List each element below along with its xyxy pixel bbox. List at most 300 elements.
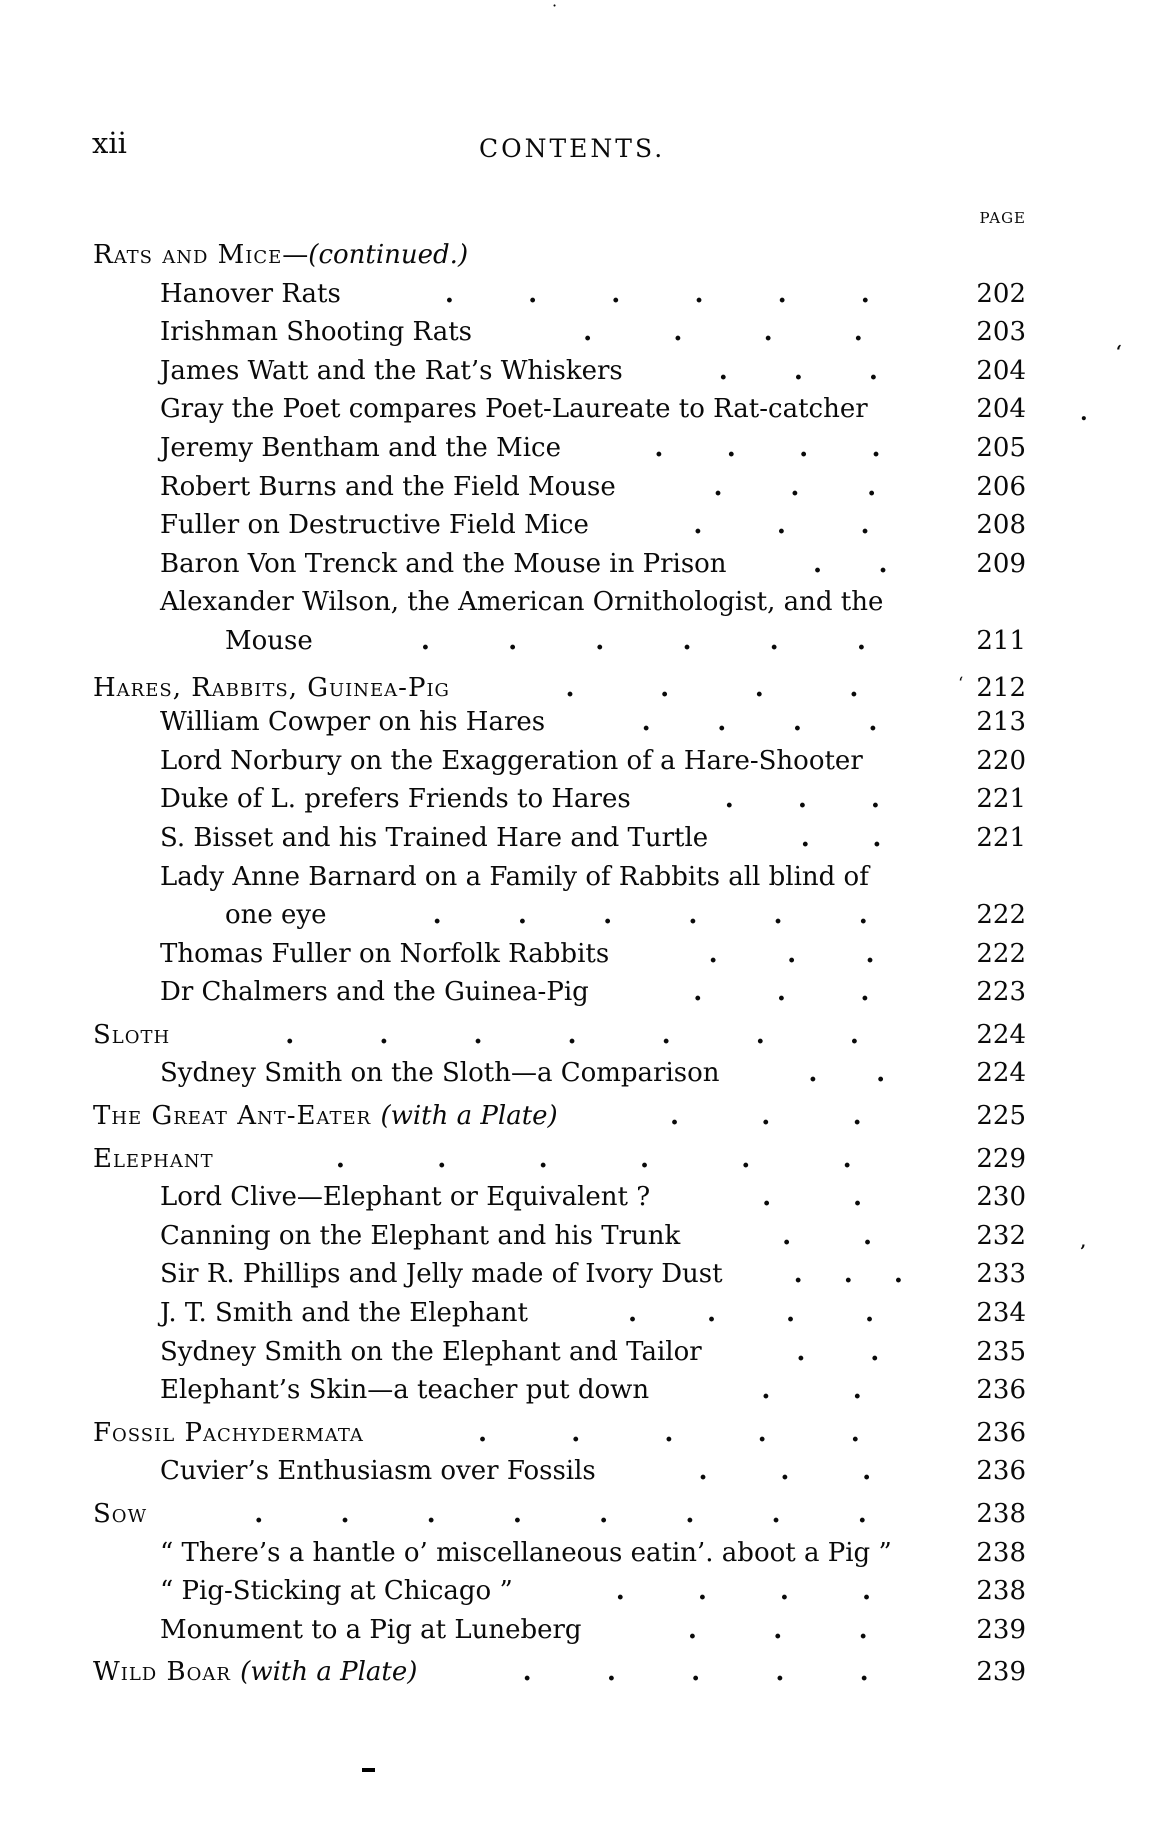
entry-page-number: 236 <box>976 1375 1026 1406</box>
entry-title <box>160 390 868 429</box>
leader-dot: . <box>779 1576 789 1607</box>
leader-dot: . <box>473 1019 483 1050</box>
page-prefix-mark: ‘ <box>957 673 964 694</box>
leader-dot: . <box>864 1298 874 1329</box>
toc-entry-row <box>93 1255 1026 1294</box>
leader-dot: . <box>599 1499 609 1529</box>
leader-dot: . <box>522 1657 532 1688</box>
dot-leader <box>502 313 944 352</box>
entry-title-smallcaps: Sloth <box>93 1019 171 1050</box>
dot-leader <box>480 669 944 708</box>
entry-title <box>160 1294 528 1333</box>
entry-title <box>160 1255 723 1294</box>
leader-dot: . <box>793 355 803 386</box>
entry-page-cell <box>958 1452 1026 1491</box>
leader-dot: . <box>853 317 863 348</box>
dot-leader <box>710 1217 944 1256</box>
leader-dot: . <box>615 1576 625 1607</box>
entry-title-smallcaps: Wild Boar <box>93 1657 241 1688</box>
dot-leader <box>639 935 944 974</box>
leader-dot: . <box>654 432 664 463</box>
entry-page-cell <box>958 1495 1026 1534</box>
leader-dot: . <box>853 1182 863 1213</box>
leader-dot: . <box>860 510 870 541</box>
entry-page-cell <box>958 1294 1026 1333</box>
leader-dot: . <box>876 1058 886 1089</box>
toc-entry-row <box>93 275 1026 314</box>
entry-page-cell <box>958 703 1026 742</box>
leader-dot: . <box>842 1143 852 1174</box>
entry-page-number: 236 <box>976 1456 1026 1487</box>
leader-dot: . <box>478 1417 488 1448</box>
leader-dot: . <box>379 1019 389 1050</box>
toc-entry-row <box>93 1178 1026 1217</box>
scan-speck-right-tick: ‘ <box>1116 342 1122 362</box>
entry-page-number: 236 <box>976 1417 1026 1448</box>
toc-entry-row <box>93 313 1026 352</box>
toc-entry-row <box>93 1534 1026 1573</box>
entry-page-cell <box>958 742 1026 781</box>
entry-title-text: Mouse <box>225 625 313 656</box>
toc-entry-row <box>93 622 1026 661</box>
leader-dot: . <box>757 1417 767 1448</box>
leader-dot: . <box>661 1019 671 1050</box>
leader-dot: . <box>773 1614 783 1645</box>
entry-title <box>225 622 313 661</box>
entry-title-smallcaps: Rats and Mice <box>93 240 283 270</box>
leader-dot: . <box>872 822 882 853</box>
dot-leader <box>177 1495 944 1534</box>
leader-dot: . <box>528 278 538 309</box>
leader-dot: . <box>773 900 783 931</box>
toc-entry-row <box>93 583 1026 622</box>
dot-leader <box>447 1653 944 1692</box>
entry-title <box>160 545 727 584</box>
entry-page-cell <box>958 935 1026 974</box>
dot-leader <box>680 1178 944 1217</box>
toc-entry-row <box>93 390 1026 429</box>
entry-page-cell <box>958 1178 1026 1217</box>
entry-title <box>160 468 616 507</box>
toc-entry-row <box>93 1333 1026 1372</box>
leader-dot: . <box>583 317 593 348</box>
entry-page-cell <box>958 275 1026 314</box>
leader-dot: . <box>726 432 736 463</box>
entry-page-cell <box>958 896 1026 935</box>
leader-dot: . <box>776 510 786 541</box>
leader-dot: . <box>799 432 809 463</box>
entry-title-text: Canning on the Elephant and his Trunk <box>160 1220 681 1251</box>
entry-title <box>160 1452 596 1491</box>
entry-page-number: 238 <box>976 1576 1026 1607</box>
entry-title <box>225 896 327 935</box>
entry-title-text: S. Bisset and his Trained Hare and Turtle <box>160 822 709 853</box>
entry-page-cell <box>958 352 1026 391</box>
leader-dot: . <box>859 1657 869 1688</box>
leader-dot: . <box>860 977 870 1008</box>
leader-dot: . <box>754 672 764 703</box>
leader-dot: . <box>437 1143 447 1174</box>
entry-title <box>160 858 869 897</box>
leader-dot: . <box>627 1298 637 1329</box>
entry-page-number: 239 <box>976 1657 1026 1688</box>
toc-section-row <box>93 1414 1026 1453</box>
entry-title <box>160 1178 650 1217</box>
entry-title-text: Hanover Rats <box>160 278 341 309</box>
leader-dot: . <box>780 1456 790 1487</box>
leader-dot: . <box>843 1259 853 1290</box>
entry-page-cell <box>958 1016 1026 1055</box>
toc-section-row <box>93 665 1026 704</box>
entry-page-number: 222 <box>976 938 1026 969</box>
leader-dot: . <box>691 1657 701 1688</box>
entry-title-text: one eye <box>225 900 327 931</box>
leader-dot: . <box>771 1499 781 1529</box>
leader-dot: . <box>641 707 651 738</box>
leader-dot: . <box>867 471 877 502</box>
entry-page-number: 235 <box>976 1336 1026 1367</box>
leader-dot: . <box>285 1019 295 1050</box>
entry-page-cell <box>958 1611 1026 1650</box>
entry-title-text: Sir R. Phillips and Jelly made of Ivory Dust <box>160 1259 723 1290</box>
leader-dot: . <box>688 900 698 931</box>
leader-dot: . <box>862 1456 872 1487</box>
leader-dot: . <box>808 1058 818 1089</box>
dot-leader <box>394 1414 944 1453</box>
leader-dot: . <box>776 977 786 1008</box>
dot-leader <box>588 1097 944 1136</box>
entry-title <box>93 1097 558 1136</box>
leader-dot: . <box>858 1614 868 1645</box>
toc-entry-row <box>93 703 1026 742</box>
entry-page-number: 224 <box>976 1019 1026 1050</box>
entry-page-number: 222 <box>976 900 1026 931</box>
leader-dot: . <box>693 510 703 541</box>
entry-title-text: “ Pig-Sticking at Chicago ” <box>160 1576 513 1607</box>
toc-entry-row <box>93 1294 1026 1333</box>
dot-leader <box>343 622 944 661</box>
toc-entry-row <box>93 973 1026 1012</box>
entry-title-smallcaps: Fossil Pachydermata <box>93 1417 364 1448</box>
page-title: CONTENTS. <box>479 134 666 163</box>
toc-entry-row <box>93 1572 1026 1611</box>
entry-title-text: Sydney Smith on the Sloth—a Comparison <box>160 1058 720 1089</box>
dot-leader <box>244 1140 944 1179</box>
entry-title-text: James Watt and the Rat’s Whiskers <box>160 355 623 386</box>
leader-dot: . <box>254 1499 264 1529</box>
dot-leader <box>619 506 944 545</box>
leader-dot: . <box>508 625 518 656</box>
entry-title-smallcaps: Sow <box>93 1499 148 1529</box>
page-column-header: PAGE <box>979 209 1026 227</box>
leader-dot: . <box>595 625 605 656</box>
leader-dot: . <box>697 1576 707 1607</box>
leader-dot: . <box>693 977 703 1008</box>
entry-page-number: 221 <box>976 822 1026 853</box>
leader-dot: . <box>660 672 670 703</box>
leader-dot: . <box>432 900 442 931</box>
toc-section-row <box>93 236 1026 275</box>
leader-dot: . <box>340 1499 350 1529</box>
entry-page-cell <box>958 973 1026 1012</box>
entry-title-text: Lord Clive—Elephant or Equivalent ? <box>160 1182 651 1213</box>
toc-entry-row <box>93 935 1026 974</box>
entry-title-text: Lady Anne Barnard on a Family of Rabbits all blind of <box>160 861 869 892</box>
toc-entry-row <box>93 1217 1026 1256</box>
leader-dot: . <box>538 1143 548 1174</box>
entry-title <box>160 313 472 352</box>
entry-title <box>160 352 623 391</box>
entry-title <box>160 703 545 742</box>
scan-speck-right-dot: . <box>1080 400 1088 426</box>
entry-page-number: 239 <box>976 1614 1026 1645</box>
dot-leader <box>591 429 944 468</box>
leader-dot: . <box>669 1101 680 1132</box>
entry-page-number: 238 <box>976 1537 1026 1568</box>
leader-dot: . <box>871 432 881 463</box>
leader-dot: . <box>698 1456 708 1487</box>
entry-title-text: J. T. Smith and the Elephant <box>160 1298 528 1329</box>
entry-title <box>93 1414 364 1453</box>
entry-page-cell <box>958 1572 1026 1611</box>
dot-leader <box>753 1255 944 1294</box>
leader-dot: . <box>793 1259 803 1290</box>
toc-section-row <box>93 1140 1026 1179</box>
leader-dot: . <box>878 548 888 579</box>
leader-dot: . <box>893 1259 903 1290</box>
dot-leader <box>619 973 944 1012</box>
leader-dot: . <box>761 1101 771 1132</box>
folio-page-number: xii <box>92 126 127 160</box>
dot-leader <box>679 1371 944 1410</box>
entry-page-cell <box>958 506 1026 545</box>
entry-title-text: Dr Chalmers and the Guinea-Pig <box>160 977 589 1008</box>
entry-page-cell <box>958 819 1026 858</box>
leader-dot: . <box>868 355 878 386</box>
entry-title <box>160 1572 513 1611</box>
leader-dot: . <box>713 471 723 502</box>
entry-page-number: 230 <box>976 1182 1026 1213</box>
leader-dot: . <box>849 672 859 703</box>
dot-leader <box>646 468 944 507</box>
toc-entry-row <box>93 780 1026 819</box>
entry-page-number: 232 <box>976 1220 1026 1251</box>
leader-dot: . <box>852 1101 862 1132</box>
leader-dot: . <box>785 1298 795 1329</box>
entry-page-number: 212 <box>976 672 1026 703</box>
dot-leader <box>732 1333 944 1372</box>
entry-title-text: Monument to a Pig at Luneberg <box>160 1614 582 1645</box>
leader-dot: . <box>687 1614 697 1645</box>
dot-leader <box>371 275 944 314</box>
entry-title-text: Fuller on Destructive Field Mice <box>160 510 589 541</box>
dot-leader <box>200 1016 944 1055</box>
entry-page-cell <box>958 1097 1026 1136</box>
entry-page-number: 213 <box>976 707 1026 738</box>
leader-dot: . <box>769 625 779 656</box>
leader-dot: . <box>800 822 810 853</box>
entry-title <box>160 819 708 858</box>
entry-title <box>160 1054 720 1093</box>
leader-dot: . <box>517 900 527 931</box>
entry-page-number: 221 <box>976 784 1026 815</box>
entry-title-text: Gray the Poet compares Poet-Laureate to Rat-catcher <box>160 394 868 425</box>
toc-section-row <box>93 1653 1026 1692</box>
entry-title <box>160 429 561 468</box>
entry-title-text: Duke of L. prefers Friends to Hares <box>160 784 631 815</box>
leader-dot: . <box>797 784 807 815</box>
entry-title <box>160 1534 892 1573</box>
entry-title-text: Baron Von Trenck and the Mouse in Prison <box>160 548 727 579</box>
entry-page-number: 238 <box>976 1499 1026 1529</box>
leader-dot: . <box>865 938 875 969</box>
toc-entry-row <box>93 1452 1026 1491</box>
entry-title <box>160 1333 702 1372</box>
entry-page-cell <box>958 1414 1026 1453</box>
entry-page-cell <box>958 1054 1026 1093</box>
entry-page-number: 225 <box>976 1101 1026 1132</box>
entry-title-smallcaps: The Great Ant-Eater <box>93 1101 381 1132</box>
entry-page-cell <box>958 1140 1026 1179</box>
entry-page-number: 205 <box>976 432 1026 463</box>
entry-title-text: Robert Burns and the Field Mouse <box>160 471 616 502</box>
toc-entry-row <box>93 468 1026 507</box>
toc-entry-row <box>93 858 1026 897</box>
toc-section-row <box>93 1016 1026 1055</box>
scan-speck-top-dot: · <box>552 0 558 15</box>
entry-title <box>93 1495 147 1534</box>
entry-page-cell <box>958 468 1026 507</box>
entry-title <box>160 780 631 819</box>
entry-title-text: Irishman Shooting Rats <box>160 317 473 348</box>
entry-page-cell <box>958 390 1026 429</box>
leader-dot: . <box>639 1143 650 1174</box>
leader-dot: . <box>708 938 718 969</box>
entry-page-cell <box>958 622 1026 661</box>
leader-dot: . <box>870 784 880 815</box>
dot-leader <box>750 1054 944 1093</box>
leader-dot: . <box>796 1336 806 1367</box>
leader-dot: . <box>682 625 692 656</box>
entry-title <box>93 236 468 275</box>
entry-title-italic: (with a Plate) <box>240 1657 418 1688</box>
dot-leader <box>738 819 944 858</box>
toc-entry-row <box>93 1611 1026 1650</box>
dot-leader <box>357 896 944 935</box>
entry-page-number: 203 <box>976 317 1026 348</box>
entry-page-cell <box>958 1333 1026 1372</box>
entry-page-number: 224 <box>976 1058 1026 1089</box>
entry-page-number: 208 <box>976 510 1026 541</box>
entry-page-cell <box>958 1653 1026 1692</box>
entry-title <box>160 742 863 781</box>
entry-title-text: Thomas Fuller on Norfolk Rabbits <box>160 938 610 969</box>
entry-page-number: 233 <box>976 1259 1026 1290</box>
entry-title-smallcaps: Elephant <box>93 1143 214 1174</box>
entry-page-number: 229 <box>976 1143 1026 1174</box>
leader-dot: . <box>860 278 870 309</box>
leader-dot: . <box>792 707 802 738</box>
entry-title-text: Elephant’s Skin—a teacher put down <box>160 1375 650 1406</box>
scan-speck-right-comma: ’ <box>1080 1242 1086 1262</box>
leader-dot: . <box>603 900 613 931</box>
leader-dot: . <box>426 1499 436 1529</box>
entry-title <box>93 669 450 708</box>
leader-dot: . <box>761 1375 771 1406</box>
leader-dot: . <box>606 1657 616 1688</box>
toc-entry-row <box>93 819 1026 858</box>
leader-dot: . <box>444 278 454 309</box>
leader-dot: . <box>420 625 430 656</box>
entry-title-text: Lord Norbury on the Exaggeration of a Hare-Shooter <box>160 745 863 776</box>
toc-entry-row <box>93 1371 1026 1410</box>
leader-dot: . <box>777 278 787 309</box>
leader-dot: . <box>567 1019 577 1050</box>
entry-title-text: William Cowper on his Hares <box>160 707 546 738</box>
toc-section-row <box>93 1495 1026 1534</box>
leader-dot: . <box>790 471 800 502</box>
leader-dot: . <box>861 1576 871 1607</box>
leader-dot: . <box>685 1499 695 1529</box>
leader-dot: . <box>762 1182 772 1213</box>
leader-dot: . <box>850 1417 860 1448</box>
entry-page-cell <box>958 1534 1026 1573</box>
dot-leader <box>612 1611 944 1650</box>
leader-dot: . <box>868 707 878 738</box>
leader-dot: . <box>852 1375 862 1406</box>
leader-dot: . <box>858 900 868 931</box>
toc-section-row <box>93 1097 1026 1136</box>
entry-title-text: Alexander Wilson, the American Ornithologist, and the <box>160 587 884 618</box>
dot-leader <box>653 352 944 391</box>
entry-title <box>160 1217 680 1256</box>
entry-title <box>160 275 341 314</box>
toc-list <box>93 236 1026 1692</box>
dot-leader <box>543 1572 944 1611</box>
toc-entry-row <box>93 545 1026 584</box>
entry-page-number: 223 <box>976 977 1026 1008</box>
entry-page-number: 204 <box>976 355 1026 386</box>
entry-page-cell <box>958 780 1026 819</box>
leader-dot: . <box>571 1417 581 1448</box>
entry-title-text: “ There’s a hantle o’ miscellaneous eatin’. aboot a Pig ” <box>160 1537 892 1568</box>
leader-dot: . <box>673 317 683 348</box>
leader-dot: . <box>763 317 773 348</box>
dot-leader <box>757 545 944 584</box>
entry-page-number: 202 <box>976 278 1026 309</box>
leader-dot: . <box>664 1417 674 1448</box>
entry-page-number: 211 <box>976 625 1026 656</box>
entry-title-text: Cuvier’s Enthusiasm over Fossils <box>160 1456 596 1487</box>
dot-leader <box>575 703 944 742</box>
entry-title <box>93 1016 170 1055</box>
toc-entry-row <box>93 742 1026 781</box>
leader-dot: . <box>741 1143 751 1174</box>
entry-page-cell <box>958 665 1026 708</box>
leader-dot: . <box>694 278 704 309</box>
entry-title <box>93 1140 214 1179</box>
entry-title <box>160 1371 649 1410</box>
leader-dot: . <box>849 1019 859 1050</box>
entry-page-cell <box>958 313 1026 352</box>
toc-entry-row <box>93 429 1026 468</box>
entry-page-number: 234 <box>976 1298 1026 1329</box>
leader-dot: . <box>863 1220 873 1251</box>
leader-dot: . <box>775 1657 785 1688</box>
entry-page-cell <box>958 1255 1026 1294</box>
entry-page-cell <box>958 545 1026 584</box>
leader-dot: . <box>565 672 575 703</box>
